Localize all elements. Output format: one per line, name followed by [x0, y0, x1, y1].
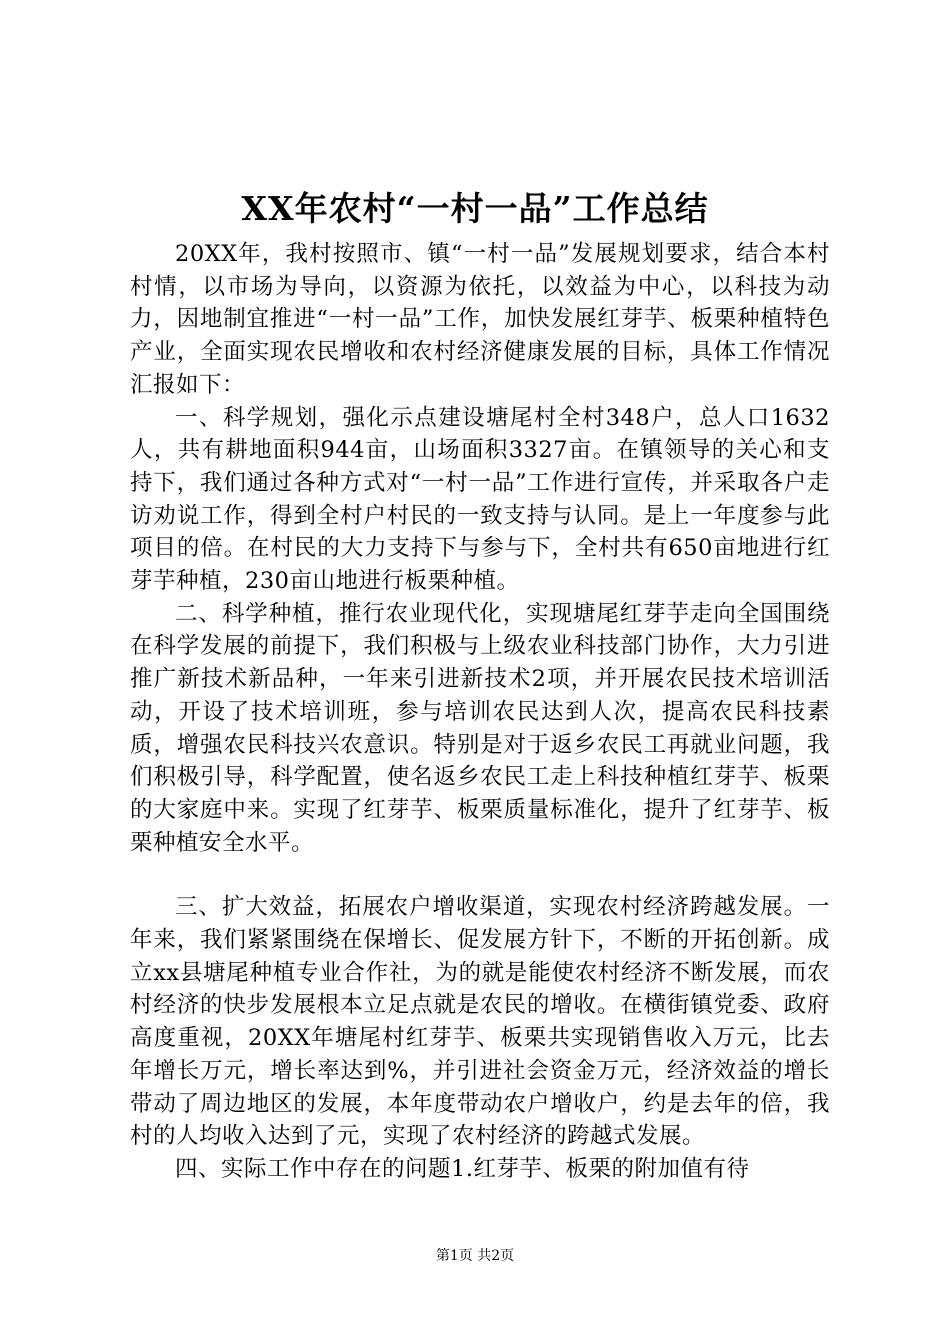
paragraph-section-2: 二、科学种植，推行农业现代化，实现塘尾红芽芋走向全国围绕在科学发展的前提下，我们积极与上级农业科技部门协作，大力引进推广新技术新品种，一年来引进新技术2项，并开展农民技术培训活动，开设了技术培训班，参与培训农民达到人次，提高农民科技素质，增强农民科技兴农意识。特别是对于返乡农民工再就业问题，我们积极引导，科学配置，使名返乡农民工走上科技种植红芽芋、板栗的大家庭中来。实现了红芽芋、板栗质量标准化，提升了红芽芋、板栗种植安全水平。 — [130, 600, 830, 856]
paragraph-section-4: 四、实际工作中存在的问题1.红芽芋、板栗的附加值有待 — [175, 1155, 750, 1182]
document-body — [130, 238, 830, 1186]
paragraph-section-3: 三、扩大效益，拓展农户增收渠道，实现农村经济跨越发展。一年来，我们紧紧围绕在保增长、促发展方针下，不断的开拓创新。成立xx县塘尾种植专业合作社，为的就是能使农村经济不断发展，而农村经济的快步发展根本立足点就是农民的增收。在横街镇党委、政府高度重视，20XX年塘尾村红芽芋、板栗共实现销售收入万元，比去年增长万元，增长率达到%，并引进社会资金万元，经济效益的增长带动了周边地区的发展，本年度带动农户增收户，约是去年的倍，我村的人均收入达到了元，实现了农村经济的跨越式发展。 — [130, 894, 830, 1150]
paragraph-intro: 20XX年，我村按照市、镇“一村一品”发展规划要求，结合本村村情，以市场为导向，以资源为依托，以效益为中心，以科技为动力，因地制宜推进“一村一品”工作，加快发展红芽芋、板栗种植特色产业，全面实现农民增收和农村经济健康发展的目标，具体工作情况汇报如下： — [130, 241, 830, 398]
page-number-footer: 第1页 共2页 — [435, 1248, 515, 1264]
document-title: XX年农村“一村一品”工作总结 — [241, 189, 709, 228]
paragraph-section-1: 一、科学规划，强化示点建设塘尾村全村348户，总人口1632人，共有耕地面积944亩，山场面积3327亩。在镇领导的关心和支持下，我们通过各种方式对“一村一品”工作进行宣传，并采取各户走访劝说工作，得到全村户村民的一致支持与认同。是上一年度参与此项目的倍。在村民的大力支持下与参与下，全村共有650亩地进行红芽芋种植，230亩山地进行板栗种植。 — [130, 404, 830, 595]
